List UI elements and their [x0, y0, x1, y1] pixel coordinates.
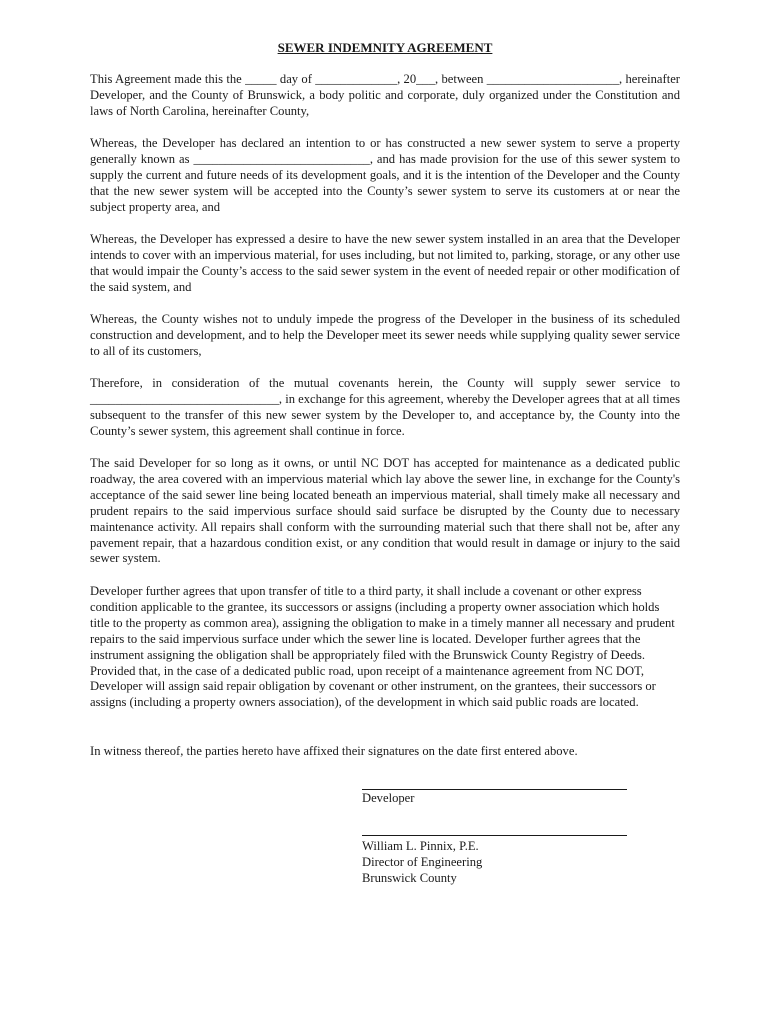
developer-signature-block — [362, 791, 662, 807]
paragraph-repairs: The said Developer for so long as it owns, or until NC DOT has accepted for maintenance as a dedicated public roadway, the area covered with an impervious material which lay above the sewer line, in exchange for the County's acceptance of the said sewer line being located beneath an impervious material, shall timely make all necessary and prudent repairs to the said impervious surface should said surface be disrupted by the County due to necessary maintenance activity. All repairs shall conform with the surrounding material such that there shall not be, after any pavement repair, that a hazardous condition exist, or any condition that would result in damage or injury to the said sewer system. — [90, 456, 680, 566]
paragraph-whereas-2: Whereas, the Developer has expressed a desire to have the new sewer system installed in an area that the Developer intends to cover with an impervious material, for uses including, but not limited to, parking, storage, or any other use that would impair the County’s access to the said sewer system in the event of needed repair or other modification of the said system, and — [90, 232, 680, 294]
paragraph-whereas-3: Whereas, the County wishes not to unduly impede the progress of the Developer in the business of its scheduled construction and development, and to help the Developer meet its sewer needs while supplying quality sewer service to all of its customers, — [90, 312, 680, 358]
document-title: SEWER INDEMNITY AGREEMENT — [277, 40, 493, 55]
paragraph-preamble: This Agreement made this the _____ day of _____________, 20___, between _____________________, hereinafter Developer, and the County of Brunswick, a body politic and corporate, duly organized under the Constitution and laws of North Carolina, hereinafter County, — [90, 72, 680, 118]
paragraph-therefore: Therefore, in consideration of the mutual covenants herein, the County will supply sewer service to ______________________________, in exchange for this agreement, whereby the Developer agrees that at all times subsequent to the transfer of this new sewer system by the Developer to, and acceptance by, the County into the County’s sewer system, this agreement shall continue in force. — [90, 376, 680, 438]
county-signature-block — [362, 839, 662, 887]
developer-label: Developer — [362, 791, 415, 805]
county-signer-title: Director of Engineering — [362, 854, 483, 869]
developer-signature-line — [362, 789, 627, 790]
county-signer-name: William L. Pinnix, P.E. — [362, 839, 479, 853]
county-signature-line — [362, 835, 627, 836]
paragraph-witness: In witness thereof, the parties hereto have affixed their signatures on the date first entered above. — [90, 744, 578, 758]
county-signer-entity: Brunswick County — [362, 870, 457, 885]
paragraph-transfer: Developer further agrees that upon transfer of title to a third party, it shall include a covenant or other express condition applicable to the grantee, its successors or assigns (including a property owner association which holds title to the property as common area), assigning the obligation to make in a timely manner all necessary and prudent repairs to the said impervious surface under which the sewer line is located. Developer further agrees that the instrument assigning the obligation shall be appropriately filed with the Brunswick County Registry of Deeds. Provided that, in the case of a dedicated public road, upon receipt of a maintenance agreement from NC DOT, Developer will assign said repair obligation by covenant or other instrument, on the grantees, their successors or assigns (including a property owners association), of the development in which said public roads are located. — [90, 584, 675, 710]
paragraph-whereas-1: Whereas, the Developer has declared an intention to or has constructed a new sewer system to serve a property generally known as ____________________________, and has made provision for the use of this sewer system to supply the current and future needs of its development goals, and it is the intention of the Developer and the County that the new sewer system will be accepted into the County’s sewer system to serve its customers at or near the subject property area, and — [90, 136, 680, 214]
